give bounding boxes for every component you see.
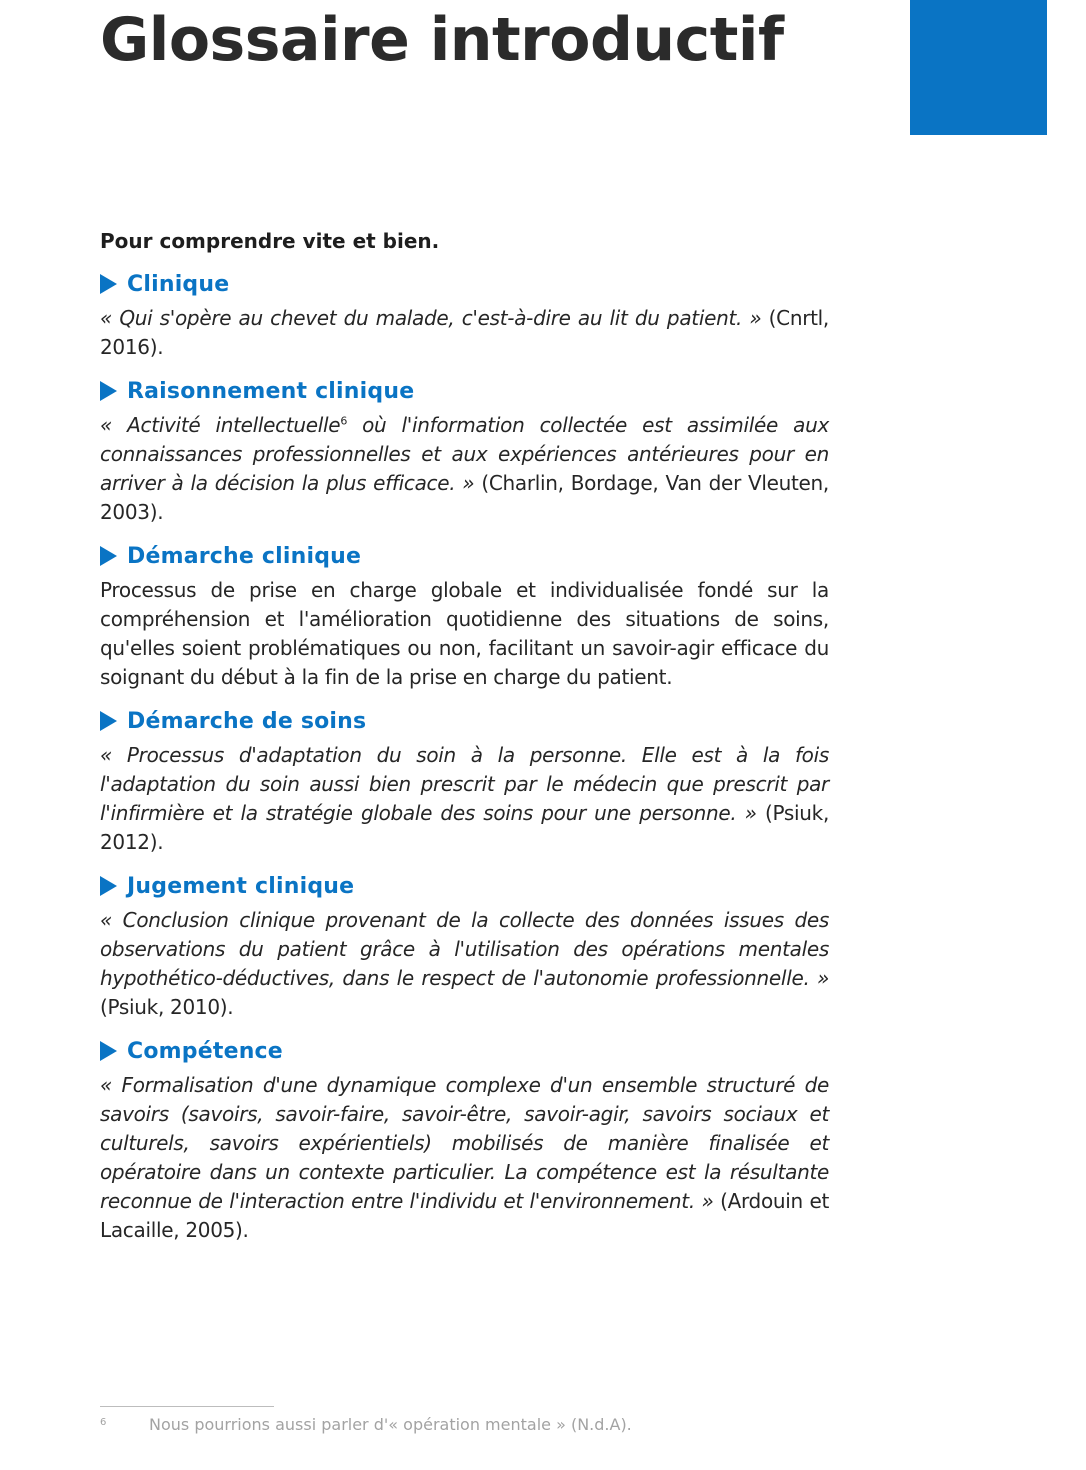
footnote-text: Nous pourrions aussi parler d'« opération mentale » (N.d.A).: [149, 1415, 632, 1434]
term-label: Clinique: [127, 271, 230, 297]
term-heading: [100, 268, 829, 300]
definition: [100, 304, 829, 362]
chapter-color-block: [910, 0, 1047, 135]
triangle-right-icon: [100, 711, 117, 731]
definition-source: (Psiuk, 2012).: [100, 801, 830, 854]
definition-quote: « Qui s'opère au chevet du malade, c'est-à-dire au lit du patient. »: [100, 306, 762, 330]
glossary-content: [100, 226, 829, 1258]
term-heading: [100, 375, 829, 407]
glossary-entry-clinique: [100, 268, 829, 362]
footnote-divider: [100, 1406, 274, 1407]
definition-quote: « Conclusion clinique provenant de la collecte des données issues des observations du patient grâce à l'utilisation des opérations mentales hypothético-déductives, dans le respect de l'autonomie professionnelle. »: [100, 908, 829, 990]
triangle-right-icon: [100, 1041, 117, 1061]
term-label: Compétence: [127, 1038, 283, 1064]
triangle-right-icon: [100, 381, 117, 401]
glossary-entry-demarche-de-soins: [100, 705, 829, 857]
intro-text: Pour comprendre vite et bien.: [100, 229, 440, 253]
term-heading: [100, 705, 829, 737]
term-label: Raisonnement clinique: [127, 378, 415, 404]
definition-source: (Ardouin et Lacaille, 2005).: [100, 1189, 830, 1242]
term-label: Jugement clinique: [127, 873, 355, 899]
definition-quote: « Processus d'adaptation du soin à la personne. Elle est à la fois l'adaptation du soin aussi bien prescrit par le médecin que prescrit par l'infirmière et la stratégie globale des soins pour une personne. »: [100, 743, 829, 825]
definition-text: Processus de prise en charge globale et individualisée fondé sur la compréhension et l'amélioration quotidienne des situations de soins, qu'elles soient problématiques ou non, facilitant un savoir-agir efficace du soignant du début à la fin de la prise en charge du patient.: [100, 578, 829, 689]
footnote-reference: 6: [340, 414, 348, 428]
triangle-right-icon: [100, 876, 117, 896]
definition-source: (Cnrtl, 2016).: [100, 306, 829, 359]
definition-source: (Charlin, Bordage, Van der Vleuten, 2003).: [100, 471, 829, 524]
glossary-entry-demarche-clinique: [100, 540, 829, 692]
page-title: Glossaire introductif: [100, 5, 784, 75]
glossary-entry-raisonnement-clinique: [100, 375, 829, 527]
triangle-right-icon: [100, 274, 117, 294]
term-label: Démarche clinique: [127, 543, 362, 569]
glossary-entry-competence: [100, 1035, 829, 1245]
definition-quote: « Formalisation d'une dynamique complexe d'un ensemble structuré de savoirs (savoirs, savoir-faire, savoir-être, savoir-agir, savoirs sociaux et culturels, savoirs expérientiels) mobilisés de manière finalisée et opératoire dans un contexte particulier. La compétence est la résultante reconnue de l'interaction entre l'individu et l'environnement. »: [100, 1073, 829, 1213]
definition-source: (Psiuk, 2010).: [100, 995, 234, 1019]
footnote-number: 6: [100, 1417, 107, 1428]
definition: [100, 1071, 829, 1245]
definition: [100, 411, 829, 527]
term-heading: [100, 870, 829, 902]
definition: [100, 906, 829, 1022]
triangle-right-icon: [100, 546, 117, 566]
glossary-entry-jugement-clinique: [100, 870, 829, 1022]
term-heading: [100, 1035, 829, 1067]
definition-quote-start: « Activité intellectuelle: [100, 413, 341, 437]
term-label: Démarche de soins: [127, 708, 367, 734]
term-heading: [100, 540, 829, 572]
definition-quote-end: où l'information collectée est assimilée aux connaissances professionnelles et aux expériences antérieures pour en arriver à la décision la plus efficace. »: [100, 413, 829, 495]
definition: [100, 741, 829, 857]
